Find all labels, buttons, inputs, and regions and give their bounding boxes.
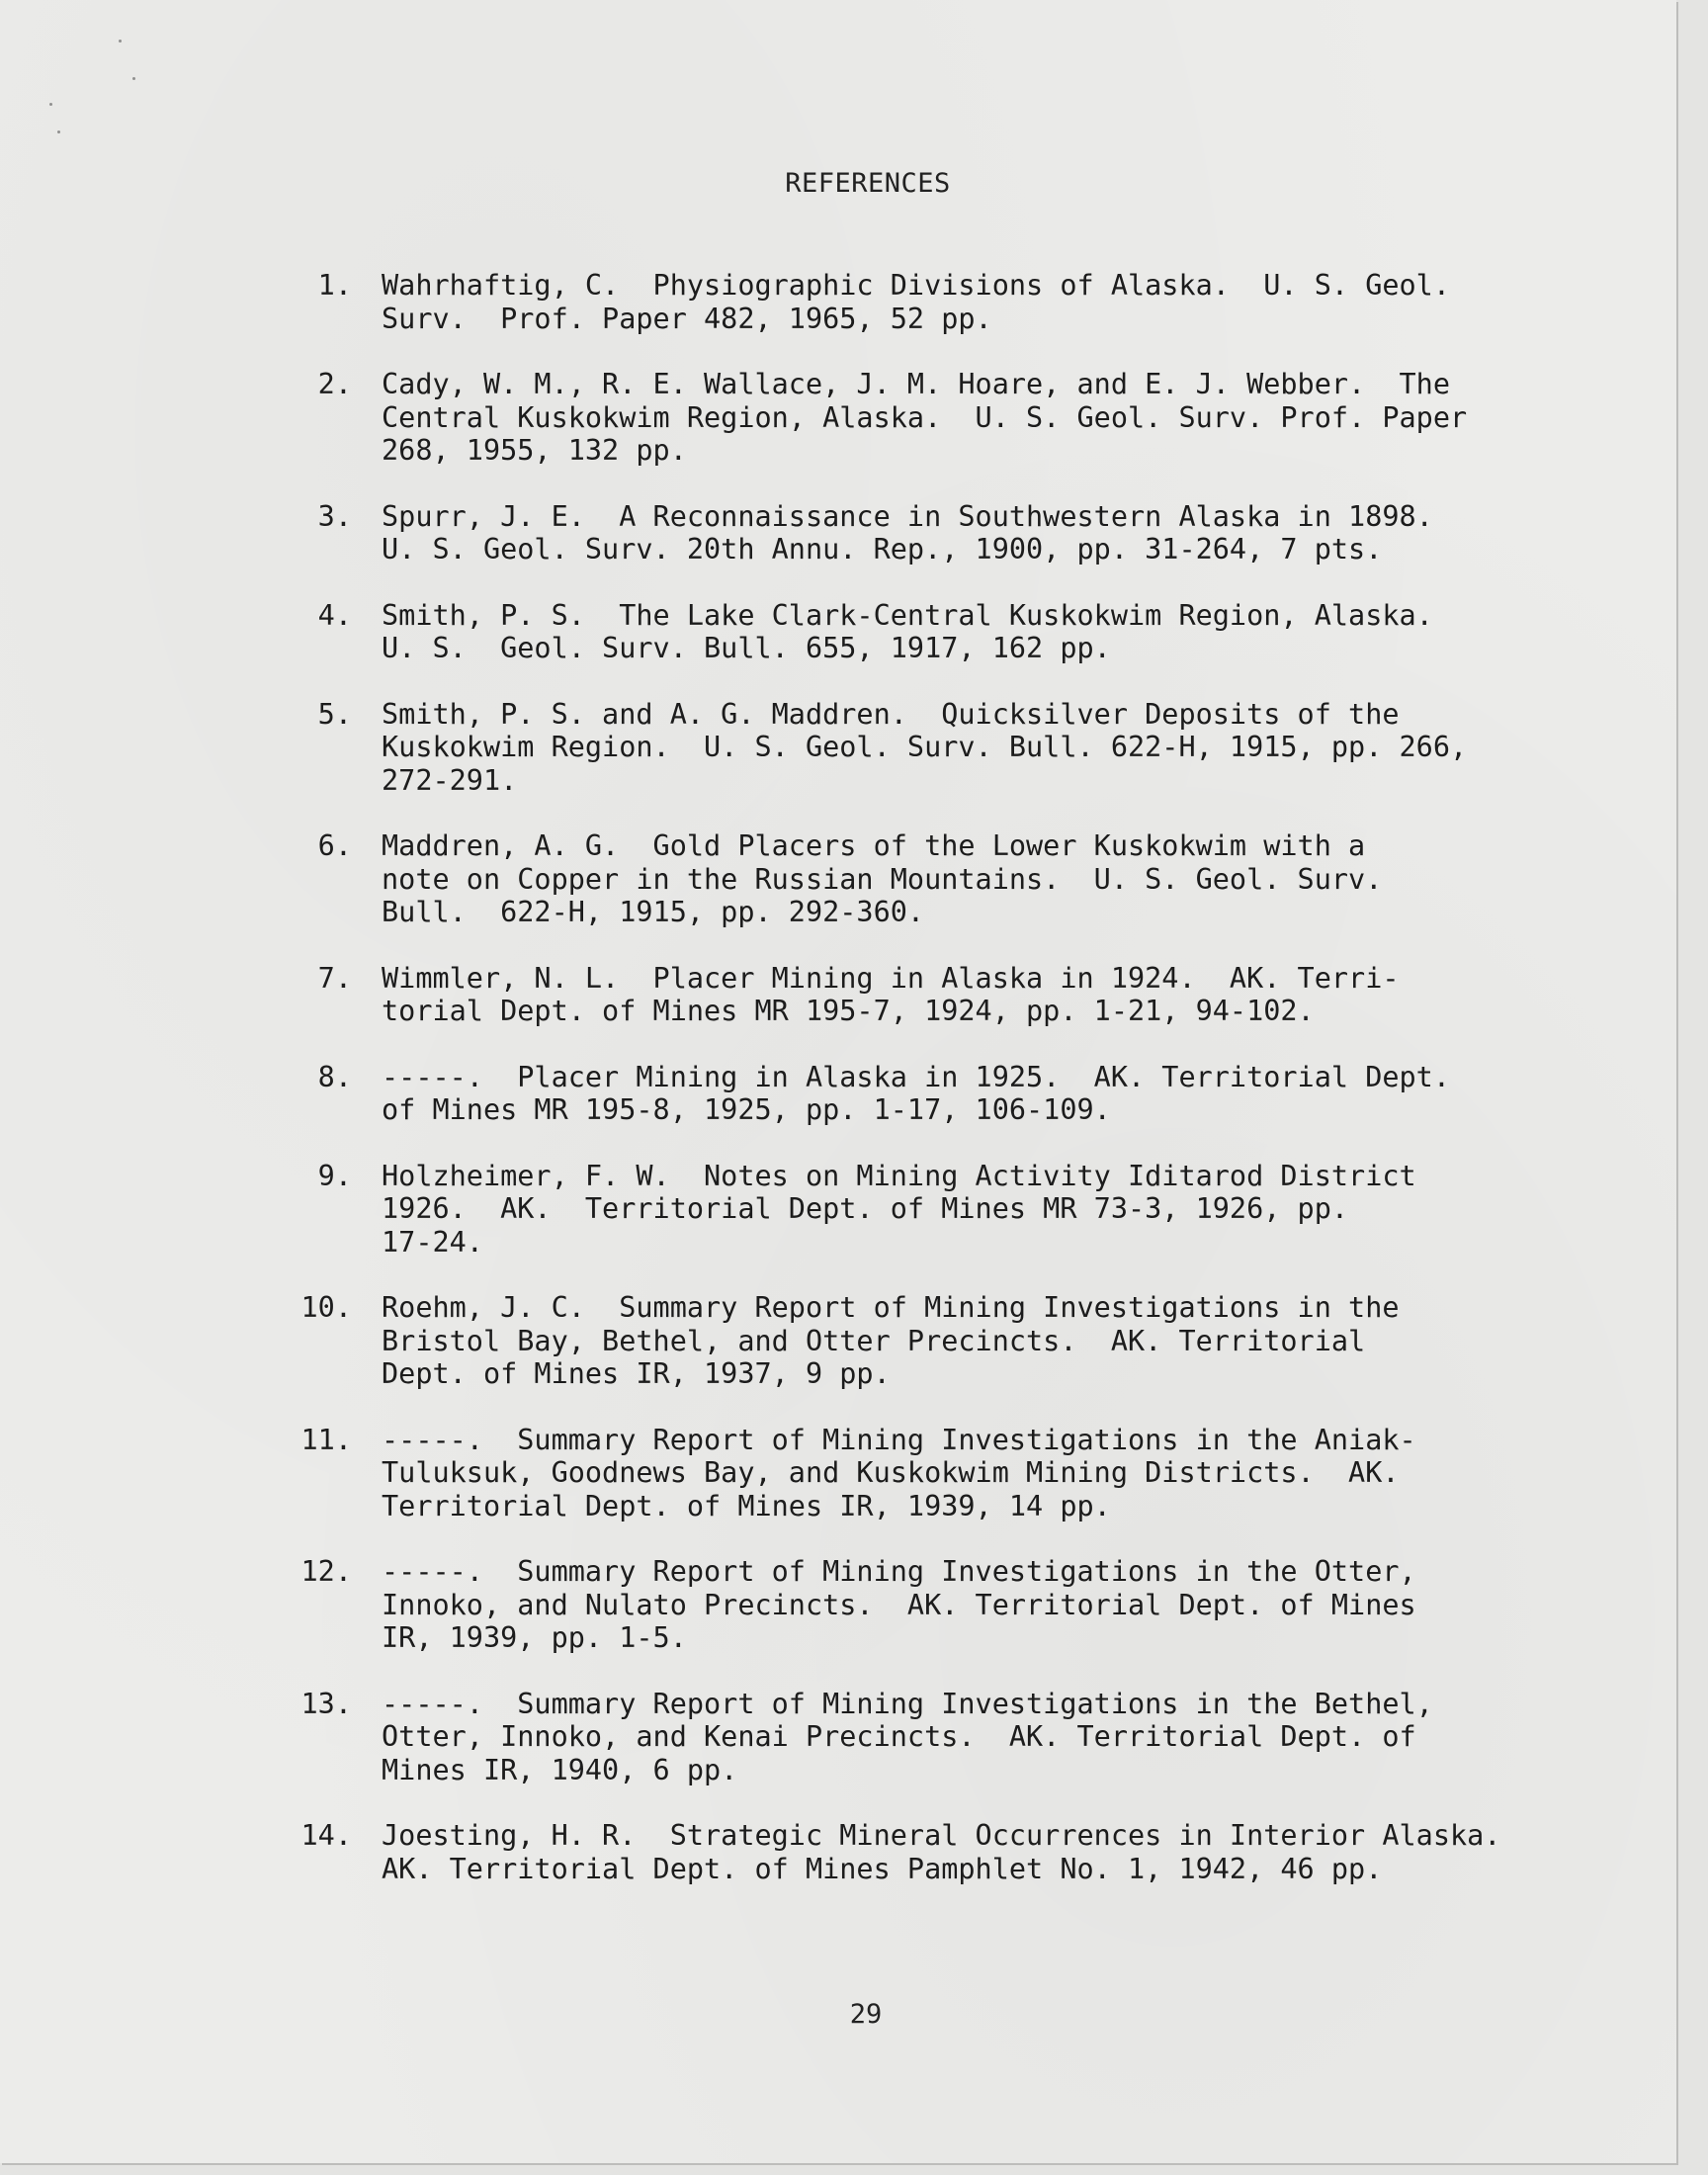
reference-text-line: -----. Placer Mining in Alaska in 1925. AK. Territorial Dept. bbox=[382, 1060, 1450, 1093]
reference-text-line: Wahrhaftig, C. Physiographic Divisions of Alaska. U. S. Geol. bbox=[382, 269, 1450, 302]
reference-number: 7. bbox=[317, 961, 352, 995]
reference-item bbox=[287, 1160, 1502, 1260]
reference-number: 11. bbox=[300, 1423, 352, 1456]
reference-text-line: Dept. of Mines IR, 1937, 9 pp. bbox=[382, 1357, 891, 1390]
reference-text-line: Maddren, A. G. Gold Placers of the Lower Kuskokwim with a bbox=[382, 829, 1366, 862]
reference-item bbox=[287, 269, 1502, 335]
reference-number: 8. bbox=[317, 1060, 352, 1093]
scan-speck bbox=[57, 130, 60, 133]
reference-text-line: of Mines MR 195-8, 1925, pp. 1-17, 106-109. bbox=[382, 1093, 1111, 1126]
scan-speck bbox=[132, 77, 135, 80]
reference-text-line: 268, 1955, 132 pp. bbox=[382, 434, 687, 467]
reference-text-line: Smith, P. S. and A. G. Maddren. Quicksilver Deposits of the bbox=[382, 697, 1400, 731]
reference-text-line: Tuluksuk, Goodnews Bay, and Kuskokwim Mining Districts. AK. bbox=[382, 1456, 1400, 1489]
reference-text-line: Cady, W. M., R. E. Wallace, J. M. Hoare, and E. J. Webber. The bbox=[382, 368, 1450, 400]
reference-text-line: Kuskokwim Region. U. S. Geol. Surv. Bull. 622-H, 1915, pp. 266, bbox=[382, 731, 1468, 763]
reference-text-line: Otter, Innoko, and Kenai Precincts. AK. Territorial Dept. of bbox=[382, 1720, 1416, 1753]
reference-text-line: -----. Summary Report of Mining Investigations in the Bethel, bbox=[382, 1687, 1433, 1720]
reference-number: 4. bbox=[317, 598, 352, 632]
reference-item bbox=[287, 829, 1502, 929]
reference-text-line: -----. Summary Report of Mining Investigations in the Otter, bbox=[382, 1555, 1416, 1588]
reference-number: 14. bbox=[300, 1819, 352, 1852]
reference-item bbox=[287, 500, 1502, 566]
reference-item bbox=[287, 1424, 1502, 1523]
reference-item bbox=[287, 368, 1502, 468]
reference-text-line: -----. Summary Report of Mining Investigations in the Aniak- bbox=[382, 1423, 1416, 1456]
reference-text-line: 1926. AK. Territorial Dept. of Mines MR 73-3, 1926, pp. bbox=[382, 1192, 1349, 1225]
reference-number: 5. bbox=[317, 697, 352, 731]
reference-text-line: Wimmler, N. L. Placer Mining in Alaska in 1924. AK. Terri- bbox=[382, 961, 1400, 995]
reference-text-line: AK. Territorial Dept. of Mines Pamphlet No. 1, 1942, 46 pp. bbox=[382, 1852, 1383, 1885]
reference-item bbox=[287, 698, 1502, 798]
reference-text-line: Bull. 622-H, 1915, pp. 292-360. bbox=[382, 896, 925, 928]
reference-text-line: U. S. Geol. Surv. 20th Annu. Rep., 1900, pp. 31-264, 7 pts. bbox=[382, 533, 1383, 566]
reference-number: 9. bbox=[317, 1159, 352, 1192]
reference-number: 10. bbox=[300, 1291, 352, 1324]
reference-text-line: Mines IR, 1940, 6 pp. bbox=[382, 1753, 738, 1786]
reference-text-line: Surv. Prof. Paper 482, 1965, 52 pp. bbox=[382, 302, 992, 335]
references-heading: REFERENCES bbox=[785, 168, 951, 199]
reference-item bbox=[287, 1061, 1502, 1127]
reference-number: 1. bbox=[317, 269, 352, 302]
reference-text-line: 272-291. bbox=[382, 763, 518, 797]
reference-text-line: Roehm, J. C. Summary Report of Mining Investigations in the bbox=[382, 1291, 1400, 1324]
references-list bbox=[287, 269, 1502, 1918]
reference-text-line: note on Copper in the Russian Mountains. U. S. Geol. Surv. bbox=[382, 862, 1383, 896]
reference-number: 3. bbox=[317, 499, 352, 533]
reference-text-line: Bristol Bay, Bethel, and Otter Precincts. AK. Territorial bbox=[382, 1324, 1366, 1357]
reference-number: 12. bbox=[300, 1555, 352, 1588]
reference-text-line: Central Kuskokwim Region, Alaska. U. S. Geol. Surv. Prof. Paper bbox=[382, 400, 1468, 434]
reference-number: 6. bbox=[317, 829, 352, 862]
reference-text-line: Joesting, H. R. Strategic Mineral Occurrences in Interior Alaska. bbox=[382, 1819, 1501, 1852]
scan-speck bbox=[119, 40, 122, 43]
reference-number: 2. bbox=[317, 368, 352, 400]
reference-item bbox=[287, 599, 1502, 665]
page-number: 29 bbox=[849, 1999, 883, 2030]
reference-text-line: Territorial Dept. of Mines IR, 1939, 14 pp. bbox=[382, 1489, 1111, 1522]
reference-item bbox=[287, 1291, 1502, 1391]
reference-item bbox=[287, 1555, 1502, 1655]
reference-text-line: IR, 1939, pp. 1-5. bbox=[382, 1621, 687, 1654]
scan-speck bbox=[49, 103, 52, 106]
reference-item bbox=[287, 962, 1502, 1028]
reference-number: 13. bbox=[300, 1687, 352, 1720]
reference-item bbox=[287, 1688, 1502, 1787]
reference-text-line: U. S. Geol. Surv. Bull. 655, 1917, 162 pp. bbox=[382, 632, 1111, 664]
reference-text-line: 17-24. bbox=[382, 1225, 483, 1259]
reference-text-line: Smith, P. S. The Lake Clark-Central Kuskokwim Region, Alaska. bbox=[382, 598, 1433, 632]
reference-item bbox=[287, 1819, 1502, 1885]
reference-text-line: Holzheimer, F. W. Notes on Mining Activity Iditarod District bbox=[382, 1159, 1416, 1192]
reference-text-line: Innoko, and Nulato Precincts. AK. Territorial Dept. of Mines bbox=[382, 1588, 1416, 1621]
reference-text-line: Spurr, J. E. A Reconnaissance in Southwestern Alaska in 1898. bbox=[382, 499, 1433, 533]
reference-text-line: torial Dept. of Mines MR 195-7, 1924, pp. 1-21, 94-102. bbox=[382, 995, 1315, 1027]
